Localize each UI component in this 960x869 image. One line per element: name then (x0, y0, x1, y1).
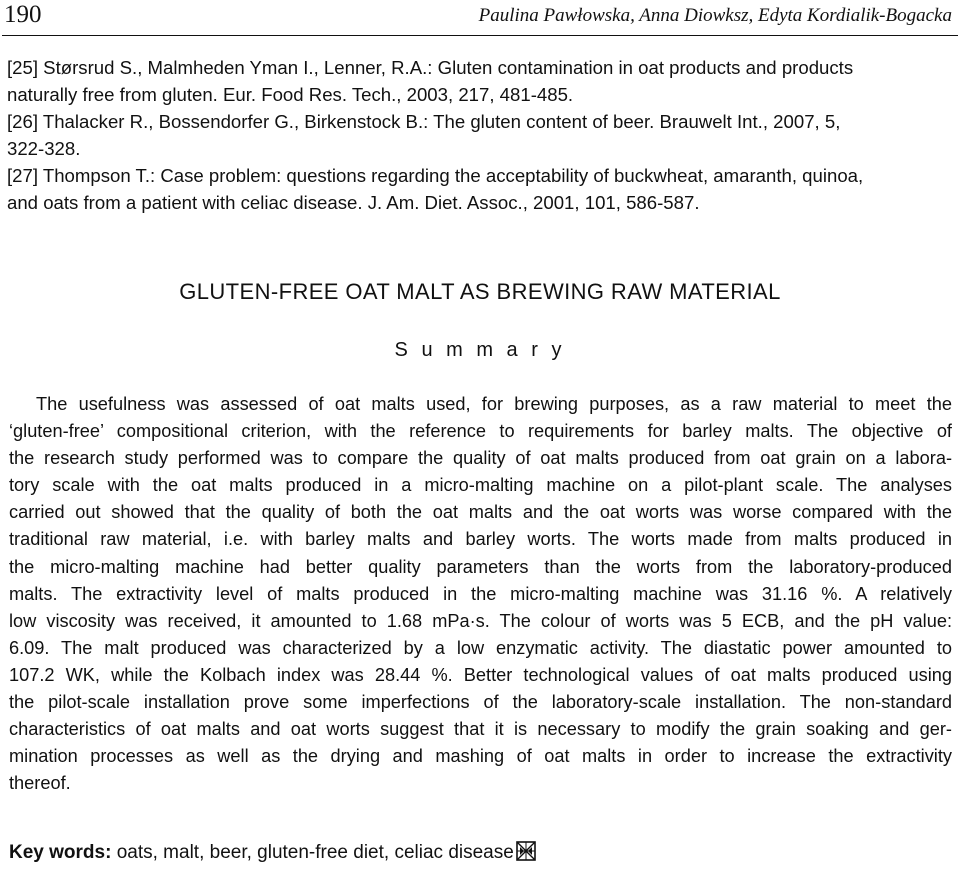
summary-line: characteristics of oat malts and oat worts suggest that it is necessary to modify the grain soaking and ger- (9, 719, 952, 740)
summary-line: the research study performed was to compare the quality of oat malts produced from oat grain on a labora- (9, 448, 952, 469)
reference-line: [27] Thompson T.: Case problem: questions regarding the acceptability of buckwheat, amaranth, quinoa, (7, 165, 864, 186)
summary-line: carried out showed that the quality of both the oat malts and the oat worts was worse compared with the (9, 502, 952, 523)
reference-line: [25] Størsrud S., Malmheden Yman I., Lenner, R.A.: Gluten contamination in oat products and products (7, 57, 854, 78)
reference-line: and oats from a patient with celiac disease. J. Am. Diet. Assoc., 2001, 101, 586-587. (7, 192, 700, 213)
summary-line: the micro-malting machine had better quality parameters than the worts from the laboratory-produced (9, 556, 952, 577)
running-head-authors: Paulina Pawłowska, Anna Diowksz, Edyta Kordialik-Bogacka (478, 5, 952, 26)
reference-line: 322-328. (7, 138, 81, 159)
summary-line: 107.2 WK, while the Kolbach index was 28.44 %. Better technological values of oat malts produced using (9, 664, 952, 685)
page-header (4, 0, 952, 32)
reference-item (7, 54, 952, 108)
summary-paragraph (9, 391, 952, 797)
keywords (9, 840, 536, 866)
header-rule (2, 35, 958, 36)
summary-line: low viscosity was received, it amounted to 1.68 mPa·s. The colour of worts was 5 ECB, and the pH value: (9, 610, 952, 631)
reference-item (7, 162, 952, 216)
keywords-label: Key words: (9, 842, 112, 863)
summary-heading: S u m m a r y (394, 339, 566, 361)
summary-line: The usefulness was assessed of oat malts used, for brewing purposes, as a raw material to meet the (36, 394, 952, 414)
reference-line: naturally free from gluten. Eur. Food Res. Tech., 2003, 217, 481-485. (7, 84, 574, 105)
end-of-article-icon (516, 841, 536, 861)
summary-line: traditional raw material, i.e. with barley malts and barley worts. The worts made from malts produced in (9, 529, 952, 550)
summary-line: the pilot-scale installation prove some imperfections of the laboratory-scale installation. The non-standard (9, 692, 952, 713)
summary-line: 6.09. The malt produced was characterized by a low enzymatic activity. The diastatic power amounted to (9, 637, 952, 658)
reference-item (7, 108, 952, 162)
summary-line: ‘gluten-free’ compositional criterion, with the reference to requirements for barley malts. The objective of (9, 421, 952, 442)
summary-line: tory scale with the oat malts produced in a micro-malting machine on a pilot-plant scale. The analyses (9, 475, 952, 496)
reference-list (7, 54, 952, 216)
reference-line: [26] Thalacker R., Bossendorfer G., Birkenstock B.: The gluten content of beer. Brauwelt Int., 2007, 5, (7, 111, 841, 132)
page-number: 190 (4, 1, 42, 28)
keywords-text: oats, malt, beer, gluten-free diet, celiac disease (111, 842, 514, 863)
summary-line: mination processes as well as the drying and mashing of oat malts in order to increase the extractivity (9, 746, 952, 767)
summary-line: thereof. (9, 773, 71, 794)
summary-line: malts. The extractivity level of malts produced in the micro-malting machine was 31.16 %. A relatively (9, 583, 952, 604)
article-title: GLUTEN-FREE OAT MALT AS BREWING RAW MATERIAL (179, 279, 781, 304)
